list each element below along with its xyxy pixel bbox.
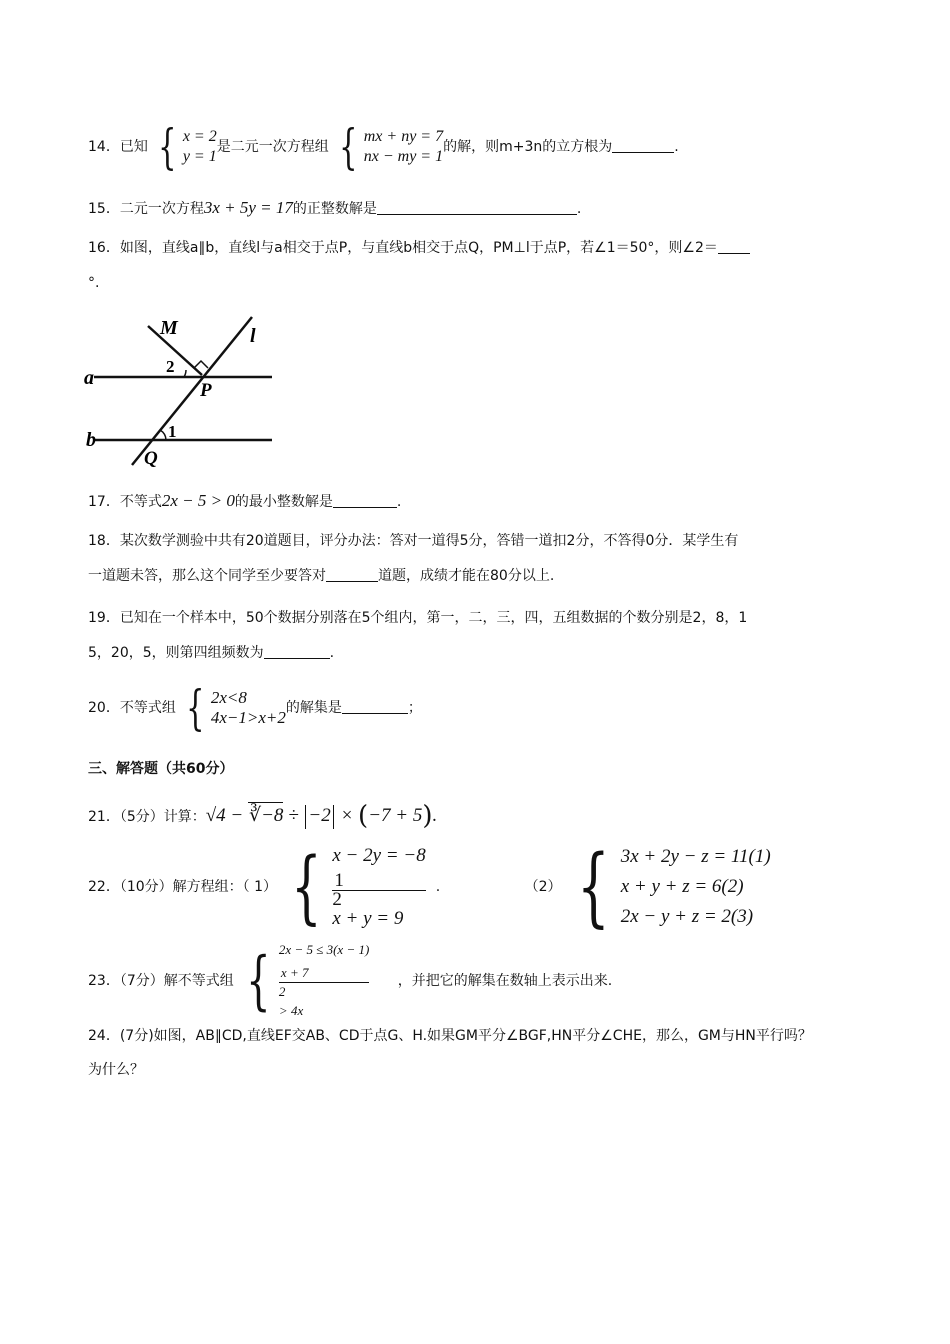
equation-system-1: { x − 2y = −8 1 2 x + y = 9 xyxy=(291,840,426,933)
question-text: （7分）解不等式组 xyxy=(119,972,234,989)
question-text: 的最小整数解是 xyxy=(234,494,333,510)
label-b: b xyxy=(86,429,96,451)
equation-line: x − 2y = −8 xyxy=(332,844,426,866)
question-16 xyxy=(88,238,750,258)
answer-blank[interactable] xyxy=(612,138,674,153)
question-text: 不等式 xyxy=(119,494,162,510)
label-p: P xyxy=(200,380,212,401)
question-number: 18． xyxy=(88,533,120,549)
punctuation: . xyxy=(435,879,441,895)
question-number: 24． xyxy=(88,1028,120,1044)
equation-system-2: { 3x + 2y − z = 11(1) x + y + z = 6(2) 2x − y + z = 2(3) xyxy=(576,837,771,937)
question-20 xyxy=(88,680,422,736)
answer-blank[interactable] xyxy=(333,493,397,508)
question-24 xyxy=(88,1026,812,1046)
operator: × xyxy=(335,805,359,826)
abs-value: −2 xyxy=(308,805,331,826)
inequality: 2x − 5 > 0 xyxy=(161,491,235,510)
sqrt-term: √4 − xyxy=(205,805,248,826)
inequality-line: 2x − 5 ≤ 3(x − 1) xyxy=(278,942,370,957)
question-text: （10分）解方程组：（ 1） xyxy=(119,879,277,895)
fraction-denominator: 2 xyxy=(332,888,342,910)
right-angle-mark xyxy=(194,361,208,368)
question-text: 为什么？ xyxy=(88,1062,144,1078)
question-text: （5分）计算： xyxy=(119,809,206,825)
inequality-line: 4x−1>x+2 xyxy=(210,708,286,727)
equation: 3x + 5y = 17 xyxy=(203,198,293,217)
label-a: a xyxy=(84,367,94,389)
question-text: 的解集是 xyxy=(285,700,342,716)
question-17 xyxy=(88,491,401,512)
question-21 xyxy=(88,802,437,830)
inequality-line xyxy=(279,964,369,1021)
question-19 xyxy=(88,608,747,628)
question-15 xyxy=(88,198,581,219)
question-text: 道题，成绩才能在80分以上. xyxy=(378,568,555,584)
answer-blank[interactable] xyxy=(377,200,577,215)
label-q: Q xyxy=(144,448,158,469)
question-18 xyxy=(88,531,738,551)
inequality-line: 2x<8 xyxy=(210,688,247,707)
question-text: 5，20，5，则第四组频数为 xyxy=(88,645,264,661)
question-23 xyxy=(88,940,612,1021)
question-number: 22． xyxy=(88,879,120,895)
question-text: 的正整数解是 xyxy=(292,201,377,217)
part-label: （2） xyxy=(524,879,562,895)
operator: ÷ xyxy=(283,805,304,826)
label-angle-1: 1 xyxy=(168,422,177,441)
equation-system-solution: { x = 2 y = 1 xyxy=(158,119,217,175)
answer-blank[interactable] xyxy=(342,699,408,714)
question-19-line2 xyxy=(88,643,334,663)
inequality-system: { 2x<8 4x−1>x+2 xyxy=(186,680,286,736)
answer-blank[interactable] xyxy=(326,567,378,582)
fraction-denominator: 2 xyxy=(278,984,286,999)
question-text: 已知在一个样本中，50个数据分别落在5个组内，第一，二，三，四，五组数据的个数分别是2，8，1 xyxy=(119,610,748,626)
question-18-line2 xyxy=(88,566,554,586)
question-text: 已知 xyxy=(119,139,148,155)
question-text: 的解，则m+3n的立方根为 xyxy=(443,139,613,155)
equation-line: x + y + z = 6(2) xyxy=(620,876,744,897)
equation-system: { mx + ny = 7 nx − my = 1 xyxy=(339,119,444,175)
punctuation: ； xyxy=(407,700,422,716)
label-angle-2: 2 xyxy=(166,357,175,376)
answer-blank[interactable] xyxy=(264,644,330,659)
question-number: 20． xyxy=(88,700,120,716)
line-l xyxy=(132,317,252,465)
paren-term: −7 + 5 xyxy=(368,805,423,826)
angle-1-arc xyxy=(160,430,166,440)
question-text: 不等式组 xyxy=(119,700,176,716)
question-text: 是二元一次方程组 xyxy=(216,139,329,155)
calculation-expression: √4 − ∛−8 ÷ −2 × (−7 + 5). xyxy=(205,801,438,831)
inequality-system: { 2x − 5 ≤ 3(x − 1) x + 7 2 > 4x xyxy=(238,940,369,1021)
answer-blank[interactable] xyxy=(718,239,750,254)
punctuation: . xyxy=(396,494,402,510)
section-heading: 三、解答题（共60分） xyxy=(88,761,234,777)
equation-rest: x + y = 9 xyxy=(332,907,404,929)
equation-line: x = 2 xyxy=(182,128,217,145)
question-number: 15． xyxy=(88,201,120,217)
question-24-line2 xyxy=(88,1060,144,1080)
question-text: 一道题未答，那么这个同学至少要答对 xyxy=(88,568,326,584)
question-number: 23． xyxy=(88,972,120,989)
question-text: ，并把它的解集在数轴上表示出来. xyxy=(397,972,613,989)
question-number: 14． xyxy=(88,139,120,155)
question-text: 如图，直线a∥b，直线l与a相交于点P，与直线b相交于点Q，PM⊥l于点P，若∠1＝50°，则∠2＝ xyxy=(119,240,718,256)
inequality-rest: > 4x xyxy=(278,1003,304,1018)
label-l: l xyxy=(250,325,256,347)
question-number: 17． xyxy=(88,494,120,510)
equation-line: y = 1 xyxy=(182,148,217,165)
question-number: 19． xyxy=(88,610,120,626)
equation-line xyxy=(332,869,425,929)
fraction-numerator: x + 7 xyxy=(279,964,369,983)
question-number: 16． xyxy=(88,240,120,256)
parallel-lines-figure xyxy=(80,312,280,472)
question-text: 二元一次方程 xyxy=(119,201,204,217)
fraction-numerator: 1 xyxy=(332,872,425,891)
equation-line: 3x + 2y − z = 11(1) xyxy=(620,846,771,867)
equation-line: 2x − y + z = 2(3) xyxy=(620,906,754,927)
cube-root-term: ∛−8 xyxy=(248,802,283,829)
question-22 xyxy=(88,837,771,937)
question-number: 21． xyxy=(88,809,120,825)
label-m: M xyxy=(160,317,178,339)
punctuation: . xyxy=(432,805,438,826)
question-14 xyxy=(88,119,679,175)
punctuation: . xyxy=(329,645,335,661)
equation-line: mx + ny = 7 xyxy=(363,128,444,145)
punctuation: . xyxy=(674,139,679,155)
punctuation: . xyxy=(576,201,582,217)
question-16-tail xyxy=(88,273,99,293)
equation-line: nx − my = 1 xyxy=(363,148,444,165)
question-text: (7分)如图，AB∥CD,直线EF交AB、CD于点G、H.如果GM平分∠BGF,HN平分∠CHE，那么，GM与HN平行吗？ xyxy=(119,1028,812,1044)
degree-symbol: °. xyxy=(88,275,100,291)
question-text: 某次数学测验中共有20道题目，评分办法：答对一道得5分，答错一道扣2分，不答得0分．某学生有 xyxy=(119,533,739,549)
